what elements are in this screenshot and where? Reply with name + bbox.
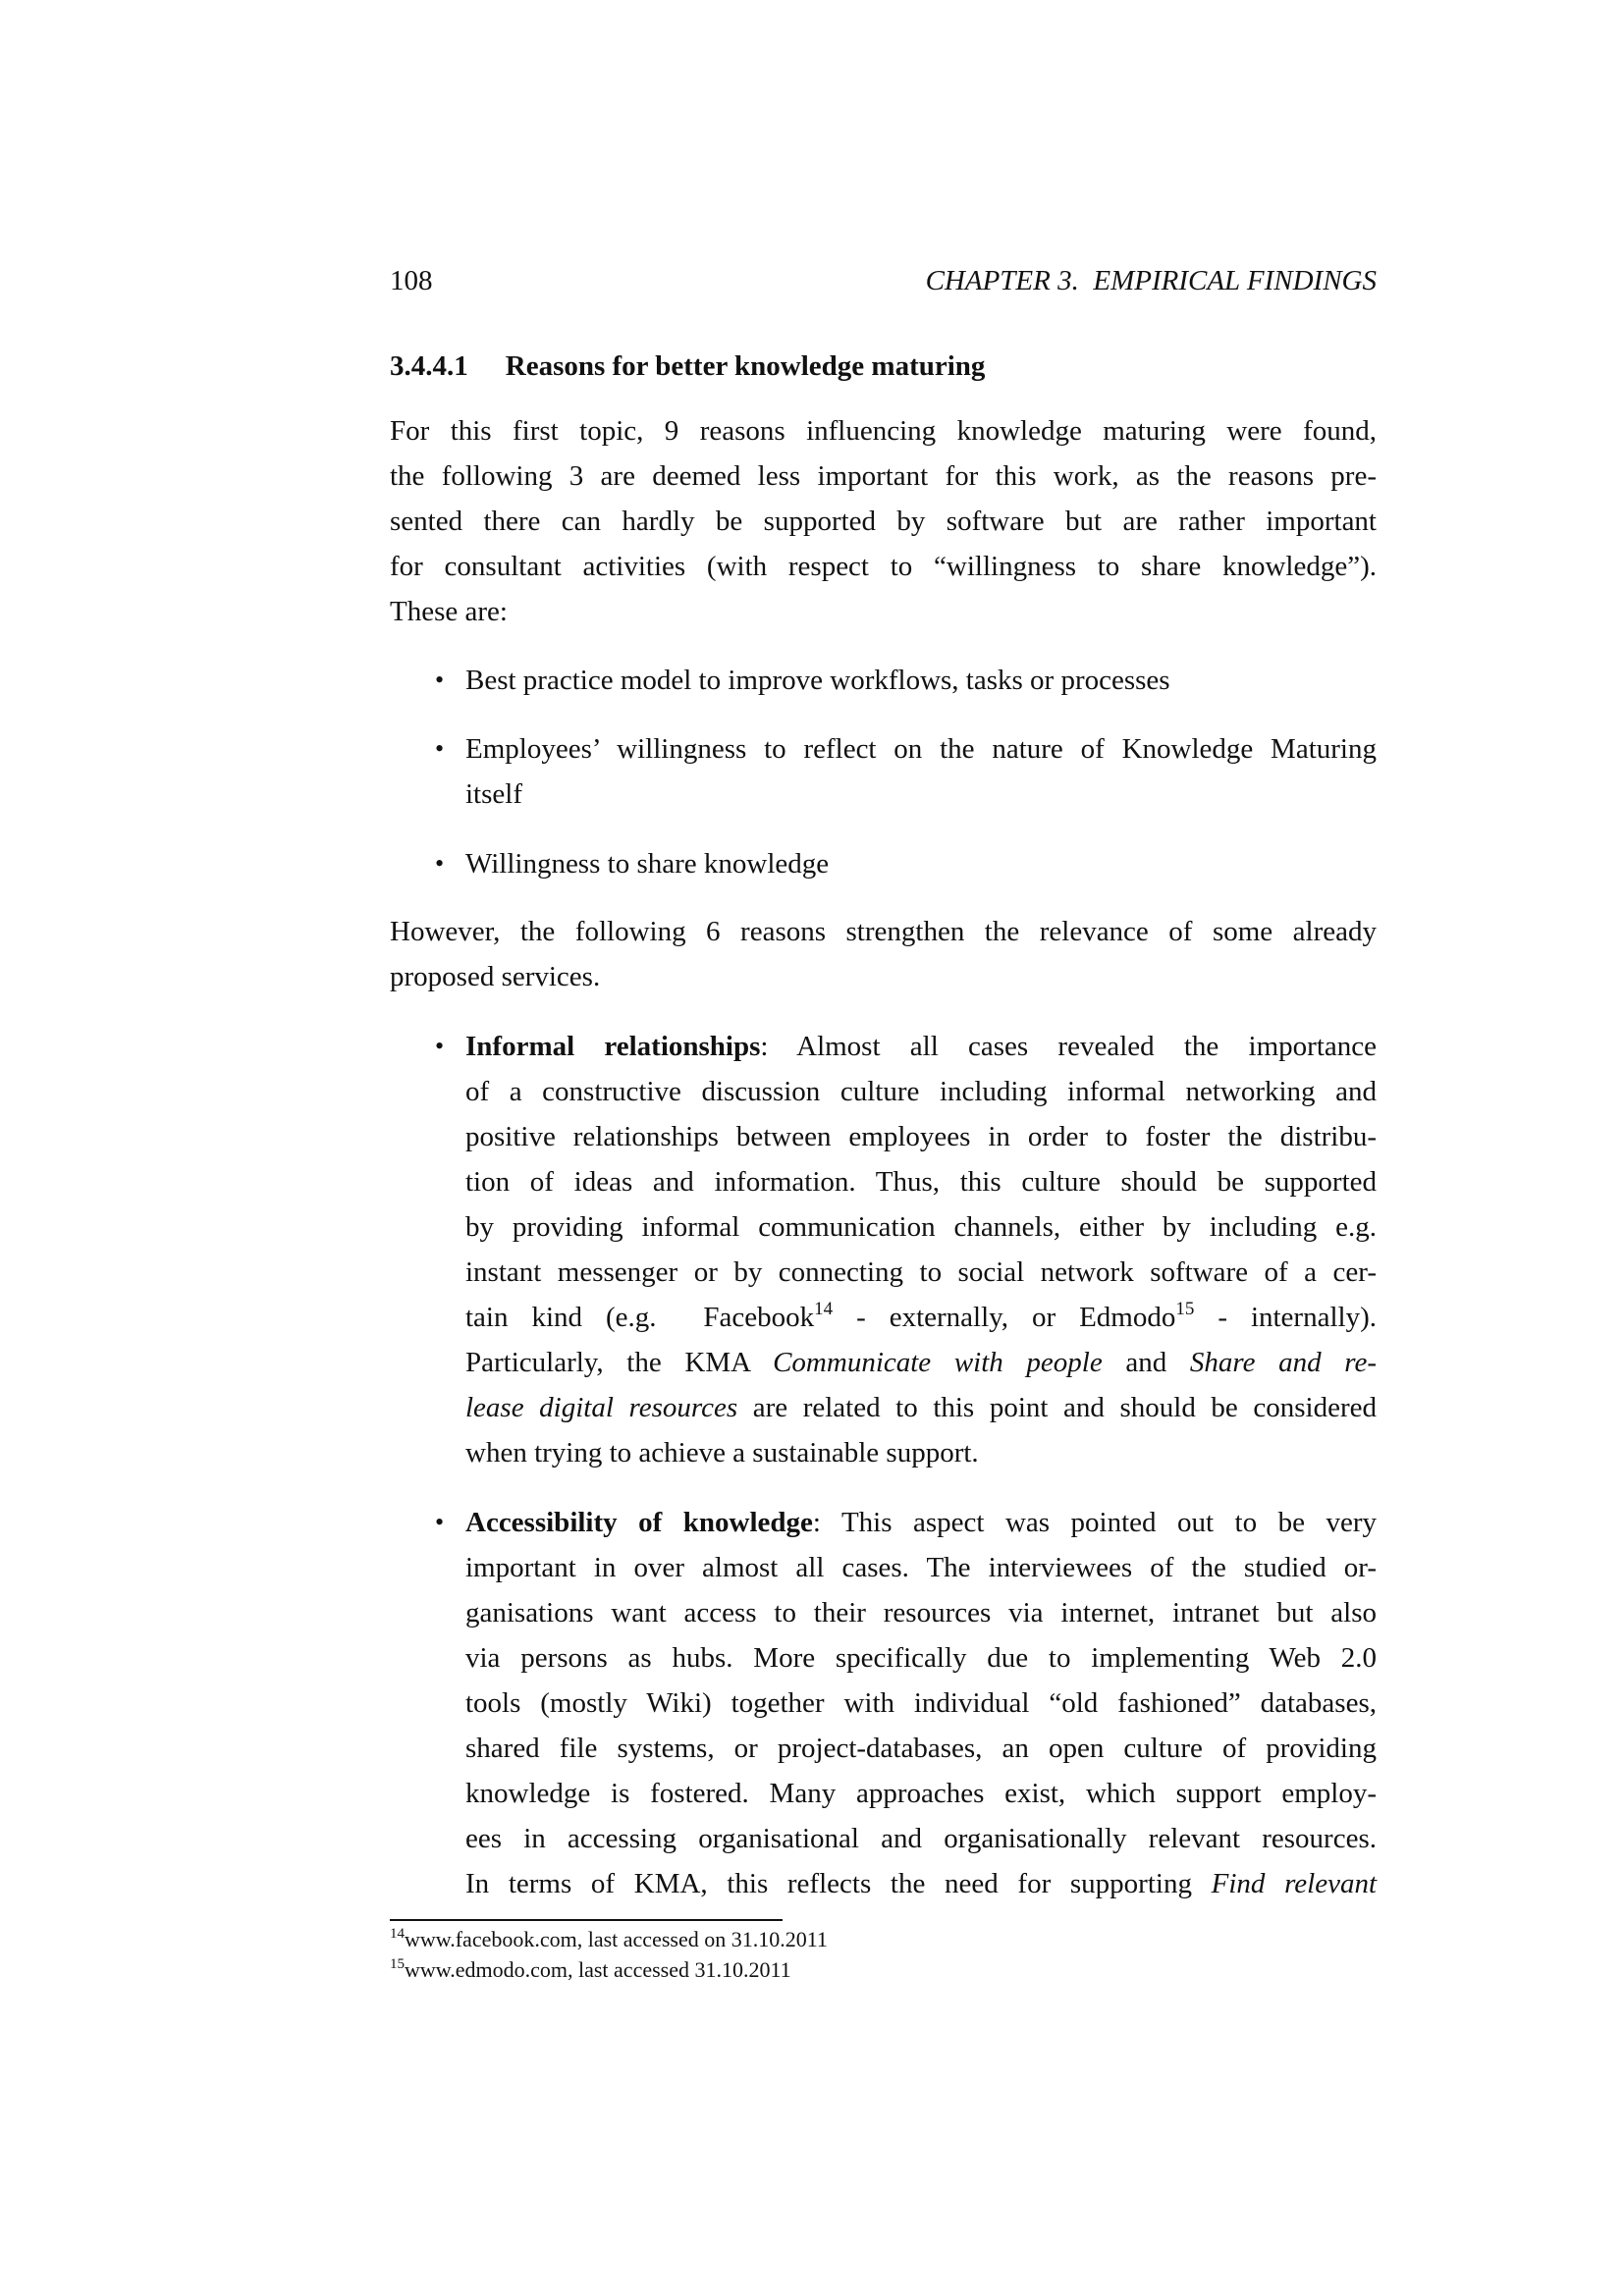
footnote-mark: 15 — [390, 1956, 405, 1972]
kma-term: Share and re- — [1189, 1347, 1378, 1378]
list-item — [465, 841, 1377, 886]
text-line: important in over almost all cases. The interviewees of the studied or- — [465, 1552, 1377, 1583]
text: and — [1102, 1347, 1190, 1378]
list-item-accessibility — [465, 1500, 1377, 1906]
text-line: However, the following 6 reasons strengthen the relevance of some already — [390, 916, 1377, 947]
bullet-icon: • — [435, 1032, 445, 1060]
bullet-icon: • — [435, 1508, 445, 1536]
section-title: Reasons for better knowledge maturing — [505, 350, 986, 382]
text-line — [465, 1024, 1377, 1069]
kma-term: lease digital resources — [465, 1392, 738, 1423]
list-item — [465, 658, 1377, 703]
bullet-icon: • — [435, 849, 445, 878]
text-line: the following 3 are deemed less important for this work, as the reasons pre- — [390, 460, 1377, 492]
text-line: when trying to achieve a sustainable support. — [465, 1437, 979, 1468]
page-number: 108 — [390, 265, 433, 296]
section-heading — [390, 344, 1377, 389]
text-line: of a constructive discussion culture including informal networking and — [465, 1076, 1377, 1107]
footnote — [390, 1924, 828, 1954]
text-line: Willingness to share knowledge — [465, 848, 830, 880]
text-line: instant messenger or by connecting to social network software of a cer- — [465, 1256, 1377, 1288]
text: : This aspect was pointed out to be very — [812, 1507, 1377, 1538]
text: Particularly, the KMA — [465, 1347, 774, 1378]
text-line: ganisations want access to their resources via internet, intranet but also — [465, 1597, 1377, 1629]
intro-paragraph — [390, 408, 1377, 634]
text-line: Employees’ willingness to reflect on the nature of Knowledge Maturing — [465, 733, 1377, 765]
text-line — [465, 1295, 1377, 1340]
text-line: tion of ideas and information. Thus, this culture should be supported — [465, 1166, 1377, 1198]
text-line: tools (mostly Wiki) together with individual “old fashioned” databases, — [465, 1687, 1377, 1719]
footnote-text: www.facebook.com, last accessed on 31.10.2011 — [405, 1927, 828, 1951]
text-line: for consultant activities (with respect to “willingness to share knowledge”). — [390, 551, 1377, 582]
text: - internally). — [1194, 1302, 1377, 1333]
text: In terms of KMA, this reflects the need for supporting — [465, 1868, 1212, 1899]
text-line: positive relationships between employees in order to foster the distribu- — [465, 1121, 1377, 1152]
text-line: proposed services. — [390, 961, 601, 992]
text-line — [465, 1861, 1377, 1906]
text-line: itself — [465, 778, 522, 810]
text-line: ees in accessing organisational and organisationally relevant resources. — [465, 1823, 1377, 1854]
text-line — [465, 1340, 1377, 1385]
text-line: sented there can hardly be supported by software but are rather important — [390, 506, 1377, 537]
text-line: These are: — [390, 596, 508, 627]
footnote — [390, 1954, 791, 1985]
term: Accessibility of knowledge — [465, 1507, 813, 1538]
footnote-text: www.edmodo.com, last accessed 31.10.2011 — [405, 1957, 791, 1982]
text-line: shared file systems, or project-databases, an open culture of providing — [465, 1733, 1377, 1764]
text: are related to this point and should be considered — [737, 1392, 1377, 1423]
kma-term: Communicate with people — [773, 1347, 1103, 1378]
footnote-rule — [390, 1919, 783, 1921]
transition-paragraph — [390, 909, 1377, 999]
bullet-icon: • — [435, 734, 445, 763]
bullet-icon: • — [435, 666, 445, 694]
section-number: 3.4.4.1 — [390, 350, 468, 382]
running-title: CHAPTER 3. EMPIRICAL FINDINGS — [925, 265, 1377, 296]
footnote-ref[interactable]: 14 — [814, 1299, 834, 1319]
text-line: knowledge is fostered. Many approaches exist, which support employ- — [465, 1778, 1377, 1809]
text-line: via persons as hubs. More specifically due to implementing Web 2.0 — [465, 1642, 1377, 1674]
footnote-mark: 14 — [390, 1926, 405, 1942]
text: : Almost all cases revealed the importance — [760, 1031, 1377, 1062]
text: - externally, or Edmodo — [833, 1302, 1176, 1333]
text-line — [465, 1385, 1377, 1430]
term: Informal relationships — [465, 1031, 761, 1062]
kma-term: Find relevant — [1211, 1868, 1378, 1899]
list-item — [465, 726, 1377, 817]
text-line — [465, 1500, 1377, 1545]
text: tain kind (e.g. Facebook — [465, 1302, 815, 1333]
footnote-ref[interactable]: 15 — [1175, 1299, 1195, 1319]
text-line: Best practice model to improve workflows, tasks or processes — [465, 665, 1170, 696]
list-item-informal-relationships — [465, 1024, 1377, 1475]
text-line: by providing informal communication channels, either by including e.g. — [465, 1211, 1377, 1243]
text-line: For this first topic, 9 reasons influencing knowledge maturing were found, — [390, 415, 1377, 447]
